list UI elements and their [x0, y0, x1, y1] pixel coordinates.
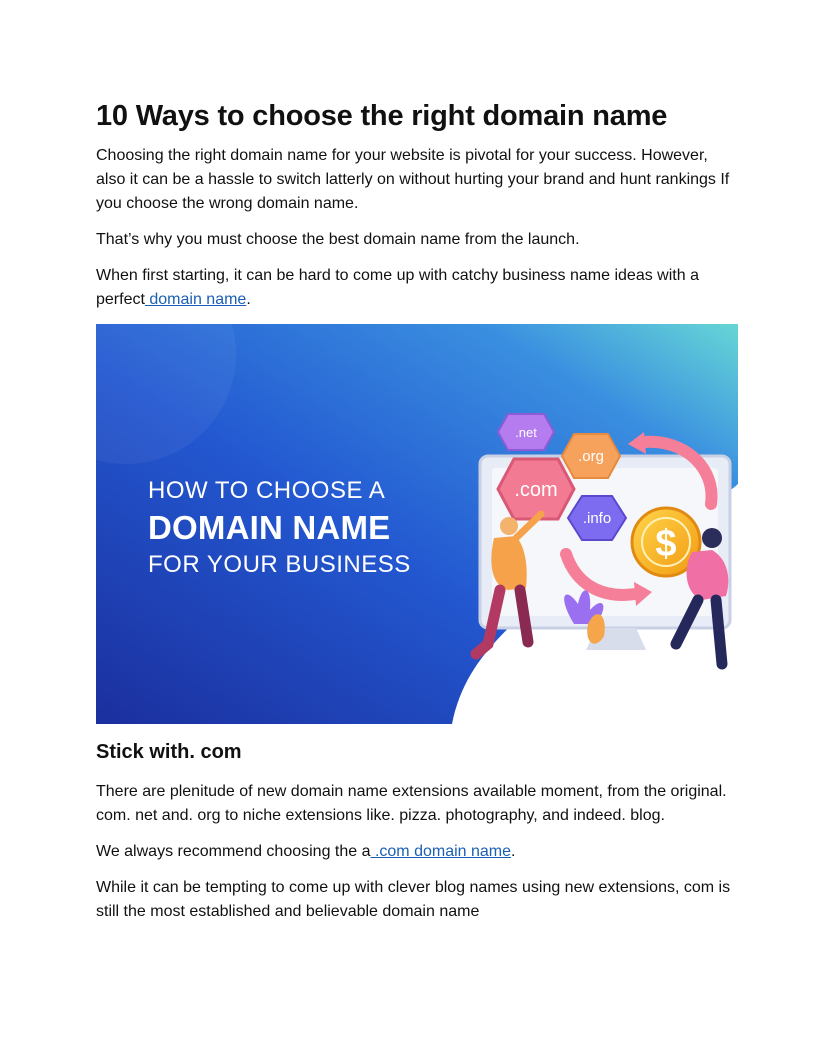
info-hex-icon: [568, 496, 626, 540]
svg-text:.info: .info: [582, 510, 612, 527]
svg-text:.net: .net: [515, 425, 537, 440]
hero-banner-image: [96, 324, 738, 724]
com-domain-name-link[interactable]: .com domain name: [370, 843, 512, 860]
svg-text:.com: .com: [514, 479, 558, 501]
hero-headline: [148, 474, 411, 582]
section-paragraph-2-text: We always recommend choosing the a: [96, 843, 371, 860]
page-title: 10 Ways to choose the right domain name: [96, 100, 668, 132]
section-paragraph-1: There are plenitude of new domain name extensions available moment, from the original. com. net and. org to niche extensions like. pizza. photography, and indeed. blog.: [96, 783, 727, 824]
intro-paragraph-3: [96, 264, 736, 312]
intro-paragraph-3-end: .: [246, 291, 251, 308]
intro-paragraph-2: That’s why you must choose the best domain name from the launch.: [96, 231, 580, 248]
hero-line-1: HOW TO CHOOSE A: [148, 477, 386, 504]
section-heading: Stick with. com: [96, 741, 242, 763]
intro-paragraph-3-text: When first starting, it can be hard to come up with catchy business name ideas with a perfect: [96, 267, 699, 308]
section-paragraph-2-end: .: [511, 843, 516, 860]
section-paragraph-3: While it can be tempting to come up with clever blog names using new extensions, com is still the most established and believable domain name: [96, 879, 731, 920]
svg-text:.org: .org: [578, 448, 604, 465]
domain-name-link[interactable]: domain name: [144, 291, 247, 308]
intro-paragraph-1: Choosing the right domain name for your website is pivotal for your success. However, also it can be a hassle to switch latterly on without hurting your brand and hunt rankings If you choose the wrong domain name.: [96, 147, 730, 212]
org-hex-icon: [562, 434, 620, 478]
section-paragraph-2: [96, 840, 736, 864]
svg-text:$: $: [655, 523, 677, 565]
hero-line-2: DOMAIN NAME: [148, 509, 391, 546]
net-hex-icon: [498, 414, 554, 450]
hero-line-3: FOR YOUR BUSINESS: [148, 551, 411, 578]
com-hex-icon: [498, 459, 574, 519]
article: [96, 96, 736, 936]
